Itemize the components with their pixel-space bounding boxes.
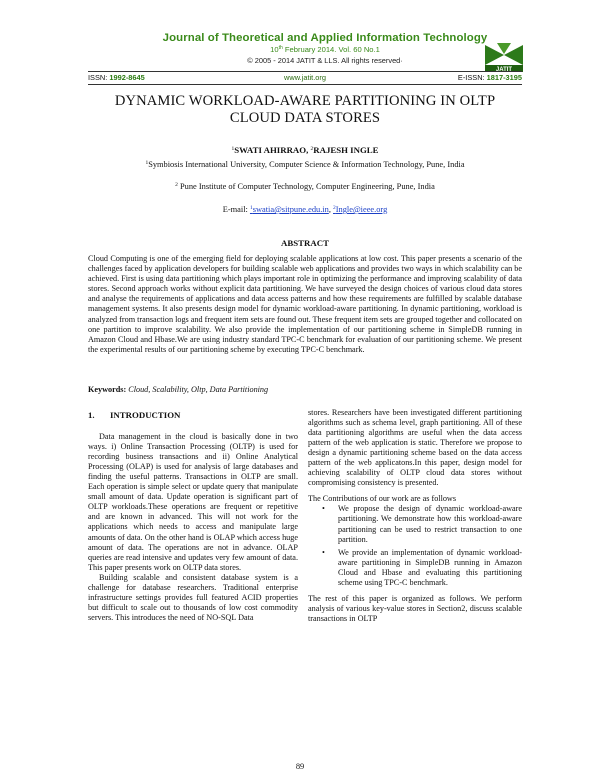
eissn-value: 1817-3195	[486, 73, 522, 82]
eissn	[458, 73, 522, 82]
abstract-heading: ABSTRACT	[281, 238, 329, 248]
issue-line	[120, 45, 530, 54]
affiliation-1	[88, 160, 522, 169]
intro-paragraph-3: stores. Researchers have been investigated different partitioning algorithms such as schema level, graph partitioning. All of these data partitioning algorithms are useful when the data access pattern of the web application is static. Therefore we propose to design a dynamic partitioning scheme based on the data access pattern of the web applicatons.In this paper, design model for achieving scalability of OLTP cloud data stores without compromising consistency is presented.	[308, 408, 522, 488]
header-top-rule	[88, 71, 522, 72]
logo-top-wedge	[497, 43, 511, 54]
section-heading-introduction	[88, 410, 298, 420]
issue-rest: February 2014. Vol. 60 No.1	[282, 45, 380, 54]
issn-value: 1992-8645	[109, 73, 145, 82]
left-column	[88, 408, 298, 623]
author-2: RAJESH INGLE	[313, 145, 379, 155]
section-number: 1.	[88, 410, 95, 420]
contributions-heading: The Contributions of our work are as follows	[308, 494, 457, 504]
paper-title	[88, 93, 522, 127]
author1-mark: 1	[231, 146, 235, 152]
authors	[88, 145, 522, 155]
right-column	[308, 408, 522, 624]
email-line	[88, 205, 522, 214]
aff1-mark: 1	[145, 160, 149, 166]
contributions-list	[322, 504, 522, 587]
intro-paragraph-2: Building scalable and consistent database system is a challenge for database researchers. Traditional enterprise infrastructure settings provides full featured ACID properties but difficult to scale out to thousands of low cost commodity servers. This introduces the need of NO-SQL Data	[88, 572, 298, 622]
website-link[interactable]: www.jatit.org	[284, 73, 326, 82]
copyright-line: © 2005 - 2014 JATIT & LLS. All rights reserved·	[247, 56, 403, 65]
issue-suffix: th	[278, 45, 283, 51]
abstract-text: Cloud Computing is one of the emerging field for deploying scalable applications at low cost. This paper presents a scenario of the challenges faced by application developers for building scalable web applications and provides two ways in which scalability can be achieved. First is using data partitioning which plays important role in optimizing the performance and improving scalability of data stores. Second approach works without explicit data partitioning. We have surveyed the design choices of various cloud data stores and analyse the requirements of applications and data access patterns and how these requirements are fulfilled by scalable database management systems. It also presents design model for dynamic workload-aware partitioning. In dynamic partitioning, workload is analyzed from transaction logs and frequent item sets are found out. These frequent item sets are grouped together and collocated on one partition to improve scalability. We also provide the implementation of our partitioning scheme in SimpleDB running in Amazon Cloud and Hbase.We are using industry standard TPC-C benchmark for evaluation of our partitioning scheme. We present the experimental results of our partitioning scheme by executing TPC-C benchmark.	[88, 254, 522, 354]
keywords	[88, 385, 522, 394]
email2-text: Ingle@ieee.org	[335, 205, 388, 214]
author2-mark: 2	[310, 146, 314, 152]
page-number: 89	[295, 762, 305, 771]
title-line-2: CLOUD DATA STORES	[229, 110, 381, 126]
keywords-list: Cloud, Scalability, Oltp, Data Partitioning	[128, 385, 269, 394]
email-link-2[interactable]	[333, 205, 387, 214]
header-bottom-rule	[88, 84, 522, 85]
jatit-logo	[481, 41, 527, 73]
contribution-item-2: • We provide an implementation of dynamic workload-aware partitioning in SimpleDB running in Amazon Cloud and Hbase and evaluating this partitioning scheme using TPC-C benchmark.	[322, 548, 522, 588]
contribution-item-1: • We propose the design of dynamic workload-aware partitioning. We demonstrate how this workload-aware partitioning can be used to restrict transaction to one partition.	[322, 504, 522, 544]
email1-text: swatia@sitpune.edu.in	[252, 205, 329, 214]
section-title: INTRODUCTION	[110, 410, 181, 420]
eissn-label: E-ISSN:	[457, 73, 485, 82]
email1-mark: 1	[249, 205, 253, 211]
intro-paragraph-4: The rest of this paper is organized as follows. We perform analysis of various key-value stores in Section2, discuss scalable transactions in OLTP	[308, 593, 522, 623]
affiliation-2	[88, 182, 522, 191]
issn-label: ISSN:	[88, 73, 108, 82]
issue-day: 10	[270, 45, 279, 54]
logo-text: JATIT	[495, 67, 513, 73]
issn-row	[88, 73, 522, 84]
title-line-1: DYNAMIC WORKLOAD-AWARE PARTITIONING IN OLTP	[114, 93, 496, 109]
aff1-text: Symbiosis International University, Computer Science & Information Technology, Pune, India	[148, 160, 465, 169]
keywords-label: Keywords:	[88, 385, 129, 394]
email2-mark: 2	[333, 205, 336, 211]
intro-paragraph-1: Data management in the cloud is basically done in two ways. i) Online Transaction Processing (OLTP) is used for recording business transactions and ii) Online Analytical Processing (OLAP) is used for analysis of large databases and finding the useful patterns. Transactions in OLTP are small. Each operation is simple select or update query that manipulate small amount of data. Update operation is significant part of OLTP workloads.These operations are frequent or repetitive and are known in advanced. This will not work for the applications which needs to access and manipulate large amounts of data. On the other hand is OLAP which access huge amount of data. The operations are not in advance. OLAP queries are read intensive and updates very few amount of data. This paper presents work on OLTP data stores.	[88, 432, 298, 572]
aff2-text: Pune Institute of Computer Technology, Computer Engineering, Pune, India	[177, 182, 435, 191]
email-label: E-mail:	[222, 205, 250, 214]
aff2-mark: 2	[175, 182, 178, 188]
email-separator: ,	[328, 205, 333, 214]
author-1: SWATI AHIRRAO,	[234, 145, 311, 155]
email-link-1[interactable]	[250, 205, 329, 214]
journal-title: Journal of Theoretical and Applied Information Technology	[162, 32, 488, 44]
